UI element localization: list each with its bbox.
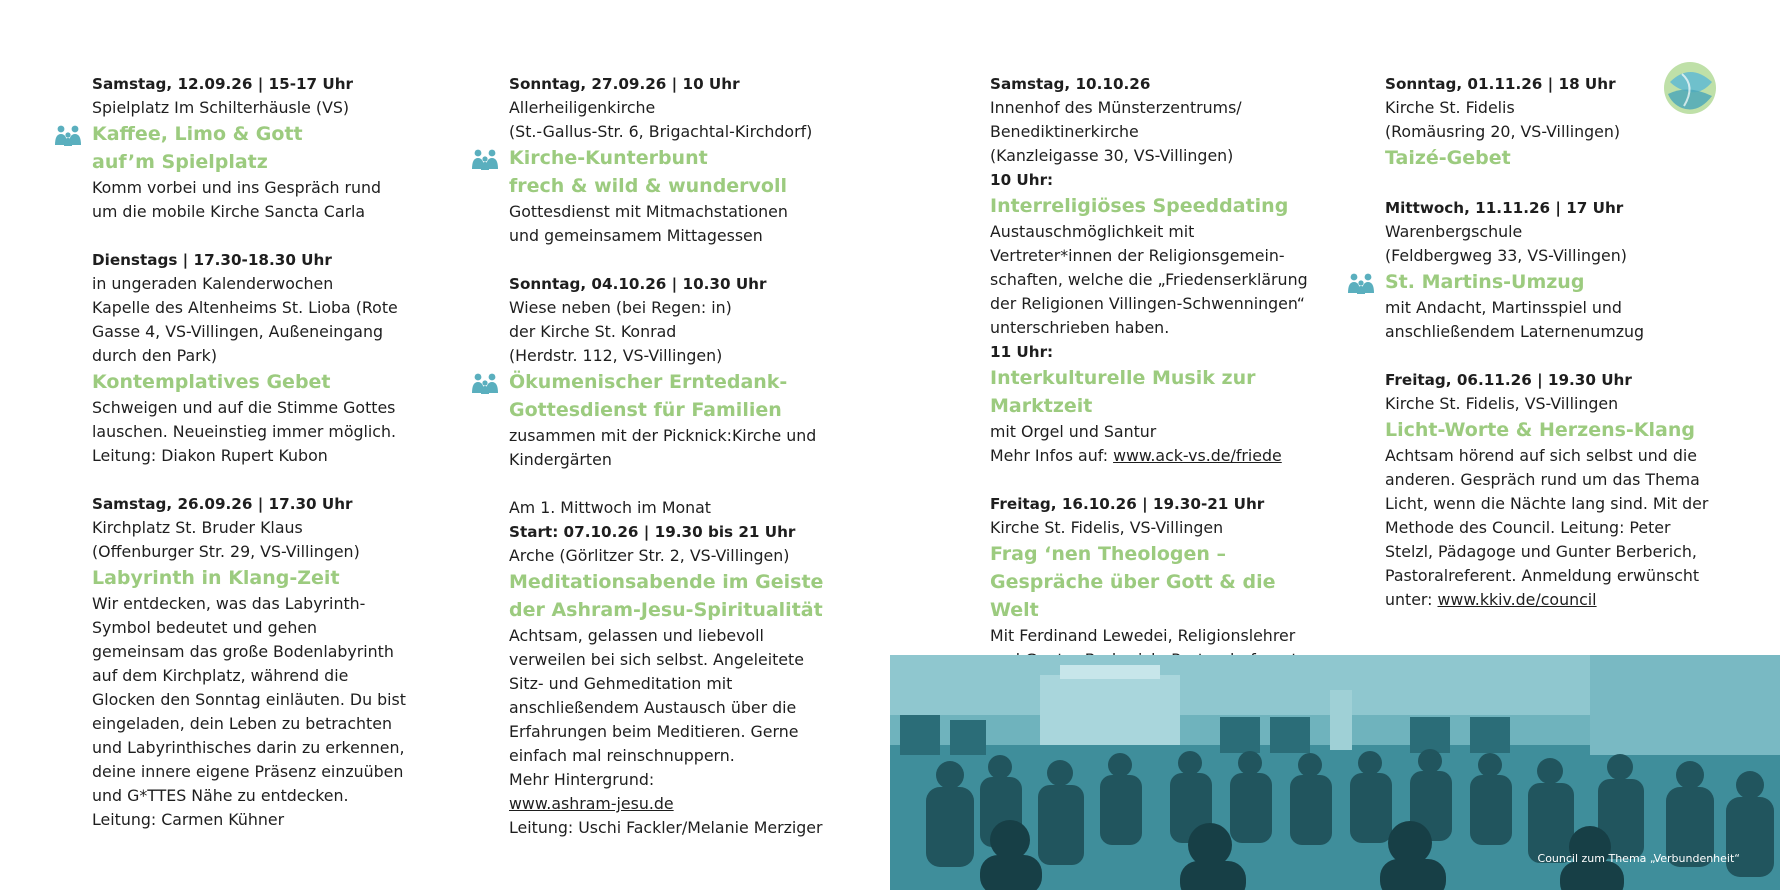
- event-desc: Gottesdienst mit Mitmachstationen: [509, 202, 788, 221]
- event-desc: Glocken den Sonntag einläuten. Du bist: [92, 690, 406, 709]
- family-icon: [54, 124, 82, 146]
- event-desc: einfach mal reinschnuppern.: [509, 746, 735, 765]
- event-date: Sonntag, 01.11.26 | 18 Uhr: [1385, 75, 1616, 93]
- event-title: Gespräche über Gott & die Welt: [990, 571, 1276, 621]
- event-title: der Ashram-Jesu-Spiritualität: [509, 599, 823, 621]
- family-icon: [471, 372, 499, 394]
- event-place: Kirche St. Fidelis, VS-Villingen: [1385, 394, 1619, 413]
- ack-link[interactable]: www.ack-vs.de/friede: [1113, 446, 1282, 465]
- event-place: Kirche St. Fidelis, VS-Villingen: [990, 518, 1224, 537]
- event-place: Allerheiligenkirche: [509, 98, 656, 117]
- event-desc: schaften, welche die „Friedenserklärung: [990, 270, 1308, 289]
- event-place: durch den Park): [92, 346, 217, 365]
- event-desc: Methode des Council. Leitung: Peter: [1385, 518, 1671, 537]
- event-desc: anderen. Gespräch rund um das Thema: [1385, 470, 1700, 489]
- event-desc: Erfahrungen beim Meditieren. Gerne: [509, 722, 799, 741]
- event-place: Spielplatz Im Schilterhäusle (VS): [92, 98, 350, 117]
- event-desc: Leitung: Diakon Rupert Kubon: [92, 446, 328, 465]
- event-desc: Achtsam, gelassen und liebevoll: [509, 626, 764, 645]
- event-date: Samstag, 12.09.26 | 15-17 Uhr: [92, 75, 354, 93]
- event-desc: mit Orgel und Santur: [990, 422, 1157, 441]
- event-place: Kapelle des Altenheims St. Lioba (Rote: [92, 298, 398, 317]
- event-desc: Schweigen und auf die Stimme Gottes: [92, 398, 396, 417]
- event-date: Freitag, 16.10.26 | 19.30-21 Uhr: [990, 495, 1265, 513]
- event-desc: deine innere eigene Präsenz einzuüben: [92, 762, 404, 781]
- more-info-label: Mehr Infos auf:: [990, 446, 1114, 465]
- event-desc: anschließendem Austausch über die: [509, 698, 797, 717]
- event-desc: gemeinsam das große Bodenlabyrinth: [92, 642, 394, 661]
- event-place: der Kirche St. Konrad: [509, 322, 677, 341]
- event-desc: anschließendem Laternenumzug: [1385, 322, 1645, 341]
- event-desc: Komm vorbei und ins Gespräch rund: [92, 178, 382, 197]
- signup-label: unter:: [1385, 590, 1438, 609]
- event-place: Wiese neben (bei Regen: in): [509, 298, 732, 317]
- event-date: Dienstags | 17.30-18.30 Uhr: [92, 251, 332, 269]
- event-date: Freitag, 06.11.26 | 19.30 Uhr: [1385, 371, 1632, 389]
- column-2: [509, 72, 844, 840]
- event-desc: zusammen mit der Picknick:Kirche und: [509, 426, 817, 445]
- column-3: [990, 72, 1330, 672]
- event-desc: Vertreter*innen der Religionsgemein-: [990, 246, 1285, 265]
- event-desc: Kindergärten: [509, 450, 612, 469]
- event-place: Kirchplatz St. Bruder Klaus: [92, 518, 303, 537]
- event-date: Samstag, 26.09.26 | 17.30 Uhr: [92, 495, 353, 513]
- event-title: Interkulturelle Musik zur Marktzeit: [990, 367, 1256, 417]
- event-time: 10 Uhr:: [990, 171, 1054, 189]
- event-place: (St.-Gallus-Str. 6, Brigachtal-Kirchdorf): [509, 122, 813, 141]
- event-title: auf’m Spielplatz: [92, 151, 268, 173]
- ashram-link[interactable]: www.ashram-jesu.de: [509, 794, 674, 813]
- circle-logo: [1662, 60, 1718, 116]
- event-desc: der Religionen Villingen-Schwenningen“: [990, 294, 1305, 313]
- event-place: Arche (Görlitzer Str. 2, VS-Villingen): [509, 546, 790, 565]
- event-title: Ökumenischer Erntedank-: [509, 371, 788, 393]
- event-desc: auf dem Kirchplatz, während die: [92, 666, 349, 685]
- event-desc: verweilen bei sich selbst. Angeleitete: [509, 650, 804, 669]
- event-desc: Pastoralreferent. Anmeldung erwünscht: [1385, 566, 1700, 585]
- event-place: Benediktinerkirche: [990, 122, 1139, 141]
- event-title: Interreligiöses Speeddating: [990, 195, 1289, 217]
- event-date: Sonntag, 27.09.26 | 10 Uhr: [509, 75, 740, 93]
- event-desc: und Labyrinthisches darin zu erkennen,: [92, 738, 405, 757]
- event-note: Am 1. Mittwoch im Monat: [509, 498, 711, 517]
- event-time: 11 Uhr:: [990, 343, 1054, 361]
- event-title: Licht-Worte & Herzens-Klang: [1385, 419, 1696, 441]
- event-title: Kontemplatives Gebet: [92, 371, 331, 393]
- event-desc: eingeladen, dein Leben zu betrachten: [92, 714, 392, 733]
- event-desc: Leitung: Carmen Kühner: [92, 810, 285, 829]
- event-title: frech & wild & wundervoll: [509, 175, 788, 197]
- event-place: (Feldbergweg 33, VS-Villingen): [1385, 246, 1627, 265]
- event-desc: Mit Ferdinand Lewedei, Religionslehrer: [990, 626, 1296, 645]
- event-date: Sonntag, 04.10.26 | 10.30 Uhr: [509, 275, 767, 293]
- column-4: [1385, 72, 1715, 612]
- event-desc: Leitung: Uschi Fackler/Melanie Merziger: [509, 818, 823, 837]
- council-photo: [890, 655, 1780, 890]
- event-title: Taizé-Gebet: [1385, 147, 1511, 169]
- event-desc: Wir entdecken, was das Labyrinth-: [92, 594, 366, 613]
- event-place: Kirche St. Fidelis: [1385, 98, 1515, 117]
- event-title: Kirche-Kunterbunt: [509, 147, 708, 169]
- event-date: Samstag, 10.10.26: [990, 75, 1151, 93]
- event-title: Labyrinth in Klang-Zeit: [92, 567, 340, 589]
- family-icon: [1347, 272, 1375, 294]
- event-place: Warenbergschule: [1385, 222, 1523, 241]
- event-desc: Mehr Hintergrund:: [509, 770, 655, 789]
- event-desc: Achtsam hörend auf sich selbst und die: [1385, 446, 1697, 465]
- event-desc: Licht, wenn die Nächte lang sind. Mit der: [1385, 494, 1709, 513]
- event-title: Frag ‘nen Theologen –: [990, 543, 1227, 565]
- event-date: Mittwoch, 11.11.26 | 17 Uhr: [1385, 199, 1624, 217]
- event-title: Gottesdienst für Familien: [509, 399, 782, 421]
- event-desc: unterschrieben haben.: [990, 318, 1170, 337]
- event-place: (Herdstr. 112, VS-Villingen): [509, 346, 723, 365]
- event-desc: um die mobile Kirche Sancta Carla: [92, 202, 366, 221]
- event-desc: mit Andacht, Martinsspiel und: [1385, 298, 1622, 317]
- event-date: Start: 07.10.26 | 19.30 bis 21 Uhr: [509, 523, 796, 541]
- event-place: (Offenburger Str. 29, VS-Villingen): [92, 542, 360, 561]
- event-place: Gasse 4, VS-Villingen, Außeneingang: [92, 322, 384, 341]
- event-place: (Romäusring 20, VS-Villingen): [1385, 122, 1621, 141]
- event-place: Innenhof des Münsterzentrums/: [990, 98, 1242, 117]
- column-1: [92, 72, 422, 832]
- event-desc: Stelzl, Pädagoge und Gunter Berberich,: [1385, 542, 1697, 561]
- family-icon: [471, 148, 499, 170]
- event-desc: Symbol bedeutet und gehen: [92, 618, 318, 637]
- photo-caption: Council zum Thema „Verbundenheit“: [1537, 852, 1740, 865]
- event-title: Meditationsabende im Geiste: [509, 571, 824, 593]
- event-place: in ungeraden Kalenderwochen: [92, 274, 334, 293]
- council-link[interactable]: www.kkiv.de/council: [1437, 590, 1597, 609]
- event-desc: Sitz- und Gehmeditation mit: [509, 674, 733, 693]
- event-desc: und G*TTES Nähe zu entdecken.: [92, 786, 349, 805]
- event-title: St. Martins-Umzug: [1385, 271, 1585, 293]
- event-place: (Kanzleigasse 30, VS-Villingen): [990, 146, 1234, 165]
- event-desc: Austauschmöglichkeit mit: [990, 222, 1195, 241]
- event-desc: lauschen. Neueinstieg immer möglich.: [92, 422, 397, 441]
- event-title: Kaffee, Limo & Gott: [92, 123, 303, 145]
- event-desc: und gemeinsamem Mittagessen: [509, 226, 763, 245]
